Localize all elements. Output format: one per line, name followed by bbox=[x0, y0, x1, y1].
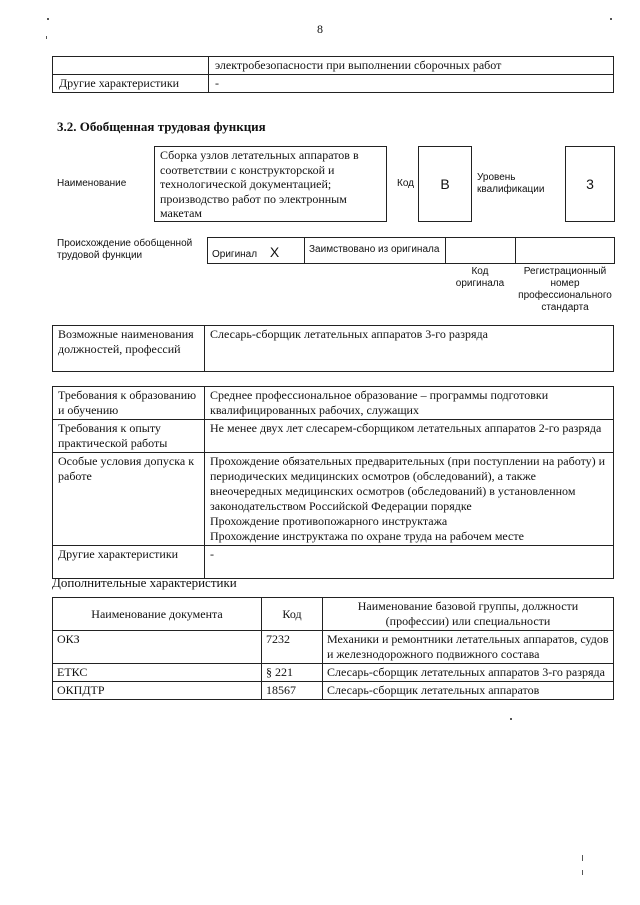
row-doc: ОКЗ bbox=[53, 631, 262, 664]
continuation-text: электробезопасности при выполнении сборочных работ bbox=[209, 57, 614, 75]
name-label: Наименование bbox=[57, 178, 127, 189]
requirements-table bbox=[52, 386, 614, 579]
margin-tick bbox=[510, 718, 512, 720]
admission-value-safety: Прохождение инструктажа по охране труда на рабочем месте bbox=[210, 529, 524, 543]
row-code: 18567 bbox=[262, 682, 323, 700]
table-row bbox=[53, 631, 614, 664]
header-document: Наименование документа bbox=[53, 598, 262, 631]
education-value: Среднее профессиональное образование – программы подготовки квалифицированных рабочих, служащих bbox=[205, 387, 614, 420]
table-row bbox=[53, 453, 614, 546]
margin-tick bbox=[582, 870, 583, 875]
level-label: Уровень квалификации bbox=[477, 172, 545, 195]
admission-label: Особые условия допуска к работе bbox=[53, 453, 205, 546]
section-title: 3.2. Обобщенная трудовая функция bbox=[57, 119, 266, 134]
registration-number-cell bbox=[515, 237, 615, 264]
row-code: § 221 bbox=[262, 664, 323, 682]
table-row bbox=[53, 387, 614, 420]
margin-tick bbox=[582, 855, 583, 861]
margin-tick bbox=[46, 36, 47, 39]
experience-value: Не менее двух лет слесарем-сборщиком летательных аппаратов 2-го разряда bbox=[205, 420, 614, 453]
function-code-box: В bbox=[418, 146, 472, 222]
table-row bbox=[53, 420, 614, 453]
table-row bbox=[53, 682, 614, 700]
row-name: Слесарь-сборщик летательных аппаратов 3-го разряда bbox=[323, 664, 614, 682]
admission-value: Прохождение обязательных предварительных (при поступлении на работу) и периодических медицинских осмотров (обследований), а также внеочередных медицинских осмотров (обследований) в установленном законодательством Российской Федерации порядке bbox=[210, 454, 606, 513]
education-label: Требования к образованию и обучению bbox=[53, 387, 205, 420]
other-value: - bbox=[205, 546, 614, 579]
table-header-row bbox=[53, 598, 614, 631]
original-label: Оригинал bbox=[212, 249, 258, 260]
header-name: Наименование базовой группы, должности (профессии) или специальности bbox=[323, 598, 614, 631]
positions-value: Слесарь-сборщик летательных аппаратов 3-го разряда bbox=[205, 326, 614, 372]
original-cell bbox=[207, 237, 305, 264]
borrowed-cell bbox=[304, 237, 446, 264]
row-name: Механики и ремонтники летательных аппаратов, судов и железнодорожного подвижного состава bbox=[323, 631, 614, 664]
code-label: Код bbox=[397, 178, 415, 189]
margin-tick bbox=[47, 18, 49, 20]
level-box: 3 bbox=[565, 146, 615, 222]
other-characteristics-label: Другие характеристики bbox=[53, 75, 209, 93]
row-doc: ЕТКС bbox=[53, 664, 262, 682]
additional-title: Дополнительные характеристики bbox=[52, 575, 237, 590]
original-mark: Х bbox=[269, 244, 280, 260]
admission-value-cell bbox=[205, 453, 614, 546]
function-name-box: Сборка узлов летательных аппаратов в соответствии с конструкторской и технологической документацией; производство работ по электронным макетам bbox=[154, 146, 387, 222]
other-label: Другие характеристики bbox=[53, 546, 205, 579]
page-number: 8 bbox=[317, 22, 323, 36]
registration-number-caption: Регистрационный номер профессионального стандарта bbox=[518, 266, 612, 313]
header-code: Код bbox=[262, 598, 323, 631]
empty-cell bbox=[53, 57, 209, 75]
row-doc: ОКПДТР bbox=[53, 682, 262, 700]
row-code: 7232 bbox=[262, 631, 323, 664]
positions-label: Возможные наименования должностей, профессий bbox=[53, 326, 205, 372]
origin-label: Происхождение обобщенной трудовой функции bbox=[57, 238, 193, 261]
table-row bbox=[53, 546, 614, 579]
borrowed-label: Заимствовано из оригинала bbox=[309, 244, 440, 255]
additional-table bbox=[52, 597, 614, 700]
original-code-cell bbox=[445, 237, 516, 264]
row-name: Слесарь-сборщик летательных аппаратов bbox=[323, 682, 614, 700]
table-row bbox=[53, 664, 614, 682]
positions-table bbox=[52, 325, 614, 372]
top-continuation-table bbox=[52, 56, 614, 93]
admission-value-fire: Прохождение противопожарного инструктажа bbox=[210, 514, 448, 528]
other-characteristics-value: - bbox=[209, 75, 614, 93]
original-code-caption: Код оригинала bbox=[455, 266, 505, 289]
experience-label: Требования к опыту практической работы bbox=[53, 420, 205, 453]
margin-tick bbox=[610, 18, 612, 20]
